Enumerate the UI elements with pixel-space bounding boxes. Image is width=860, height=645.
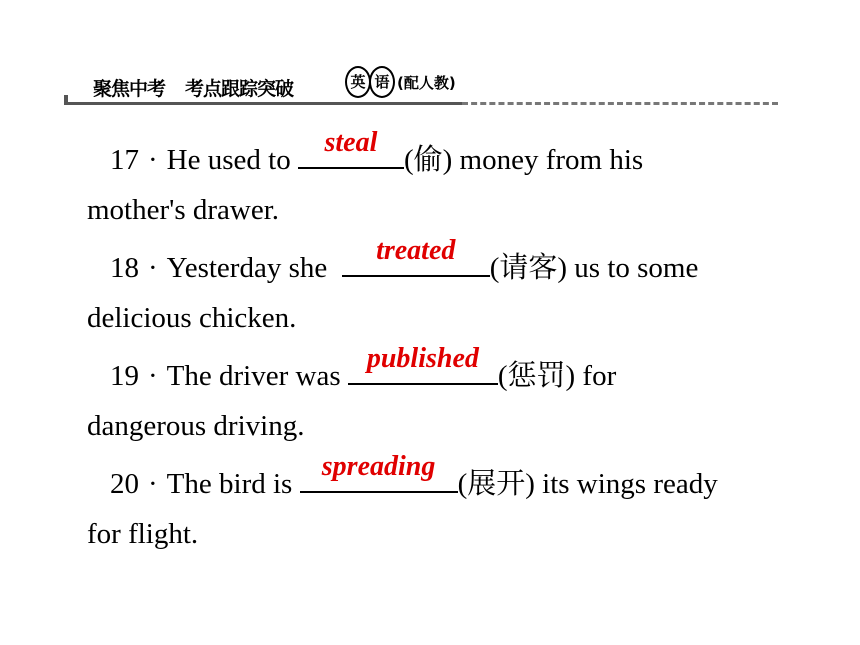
- item-separator: ·: [148, 252, 158, 284]
- item-text-continued: mother's drawer.: [87, 194, 280, 226]
- item-text-after: (展开) its wings ready: [457, 468, 718, 500]
- item-separator: ·: [148, 468, 158, 500]
- item-number: 20: [110, 468, 139, 500]
- item-text-continued: for flight.: [87, 518, 199, 550]
- badge-char-1: 英: [345, 66, 371, 98]
- item-text-before: The driver was: [166, 360, 341, 392]
- item-text-after: (惩罚) for: [497, 360, 617, 392]
- item-18-line-1: [87, 235, 699, 284]
- subject-badge: [345, 66, 456, 98]
- item-19-line-1: [87, 343, 617, 392]
- item-text-before: Yesterday she: [166, 252, 328, 284]
- item-number: 17: [110, 144, 139, 176]
- header-section-b: 考点跟踪突破: [185, 78, 294, 100]
- answer-text: treated: [376, 235, 456, 266]
- item-text-before: He used to: [166, 144, 291, 176]
- answer-text: spreading: [321, 451, 436, 482]
- item-17-line-2: [87, 190, 279, 230]
- item-17-line-1: [87, 127, 644, 176]
- item-text-after: (偷) money from his: [403, 144, 644, 176]
- header-rule-dashed: [462, 102, 778, 105]
- answer-blank[interactable]: [348, 343, 498, 385]
- answer-blank[interactable]: [298, 127, 404, 169]
- item-number: 18: [110, 252, 139, 284]
- badge-char-2: 语: [369, 66, 395, 98]
- item-text-before: The bird is: [166, 468, 293, 500]
- item-20-line-2: [87, 514, 198, 554]
- item-20-line-1: [87, 451, 718, 500]
- header-title: [93, 74, 293, 101]
- item-number: 19: [110, 360, 139, 392]
- item-separator: ·: [148, 144, 158, 176]
- badge-edition: (配人教): [397, 73, 456, 92]
- header-rule-solid: [64, 102, 462, 105]
- page-header: [0, 0, 860, 110]
- item-18-line-2: [87, 298, 296, 338]
- item-19-line-2: [87, 406, 304, 446]
- header-section-a: 聚焦中考: [93, 78, 166, 100]
- answer-text: steal: [324, 127, 378, 158]
- item-separator: ·: [148, 360, 158, 392]
- item-text-continued: dangerous driving.: [87, 410, 305, 442]
- item-text-after: (请客) us to some: [489, 252, 699, 284]
- answer-text: published: [366, 343, 479, 374]
- answer-blank[interactable]: [342, 235, 490, 277]
- answer-blank[interactable]: [300, 451, 458, 493]
- item-text-continued: delicious chicken.: [87, 302, 297, 334]
